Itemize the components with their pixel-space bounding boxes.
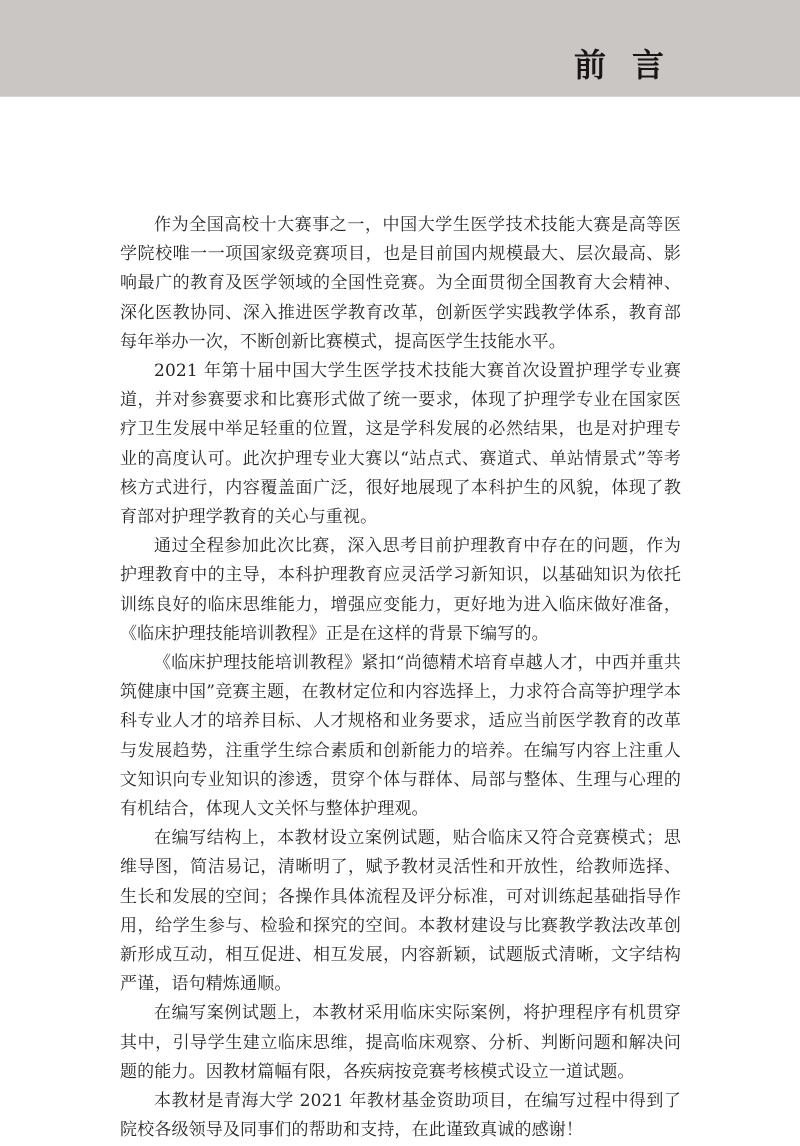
paragraph-6: 在编写案例试题上，本教材采用临床实际案例，将护理程序有机贯穿其中，引导学生建立临床思维，提高临床观察、分析、判断问题和解决问题的能力。因教材篇幅有限，各疾病按竞赛考核模式设立一道试题。	[120, 1003, 681, 1082]
chapter-title: 前言	[574, 46, 691, 84]
chapter-header-band	[0, 0, 800, 97]
preface-body	[120, 211, 681, 1146]
paragraph-7: 本教材是青海大学 2021 年教材基金资助项目，在编写过程中得到了院校各级领导及同事们的帮助和支持，在此谨致真诚的感谢！	[120, 1091, 681, 1141]
paragraph-3: 通过全程参加此次比赛，深入思考目前护理教育中存在的问题，作为护理教育中的主导，本科护理教育应灵活学习新知识，以基础知识为依托训练良好的临床思维能力，增强应变能力，更好地为进入临床做好准备，《临床护理技能培训教程》正是在这样的背景下编写的。	[120, 536, 681, 644]
paragraph-4: 《临床护理技能培训教程》紧扣“尚德精术培育卓越人才，中西并重共筑健康中国”竞赛主题，在教材定位和内容选择上，力求符合高等护理学本科专业人才的培养目标、人才规格和业务要求，适应当前医学教育的改革与发展趋势，注重学生综合素质和创新能力的培养。在编写内容上注重人文知识向专业知识的渗透，贯穿个体与群体、局部与整体、生理与心理的有机结合，体现人文关怀与整体护理观。	[120, 653, 681, 820]
paragraph-2: 2021 年第十届中国大学生医学技术技能大赛首次设置护理学专业赛道，并对参赛要求和比赛形式做了统一要求，体现了护理学专业在国家医疗卫生发展中举足轻重的位置，这是学科发展的必然结果，也是对护理专业的高度认可。此次护理专业大赛以“站点式、赛道式、单站情景式”等考核方式进行，内容覆盖面广泛，很好地展现了本科护生的风貌，体现了教育部对护理学教育的关心与重视。	[120, 361, 681, 528]
paragraph-1: 作为全国高校十大赛事之一，中国大学生医学技术技能大赛是高等医学院校唯一一项国家级竞赛项目，也是目前国内规模最大、层次最高、影响最广的教育及医学领域的全国性竞赛。为全面贯彻全国教育大会精神、深化医教协同、深入推进医学教育改革，创新医学实践教学体系，教育部每年举办一次，不断创新比赛模式，提高医学生技能水平。	[120, 215, 681, 352]
paragraph-5: 在编写结构上，本教材设立案例试题，贴合临床又符合竞赛模式；思维导图，简洁易记，清晰明了，赋予教材灵活性和开放性，给教师选择、生长和发展的空间；各操作具体流程及评分标准，可对训练起基础指导作用，给学生参与、检验和探究的空间。本教材建设与比赛教学教法改革创新形成互动，相互促进、相互发展，内容新颖，试题版式清晰，文字结构严谨，语句精炼通顺。	[120, 828, 681, 995]
